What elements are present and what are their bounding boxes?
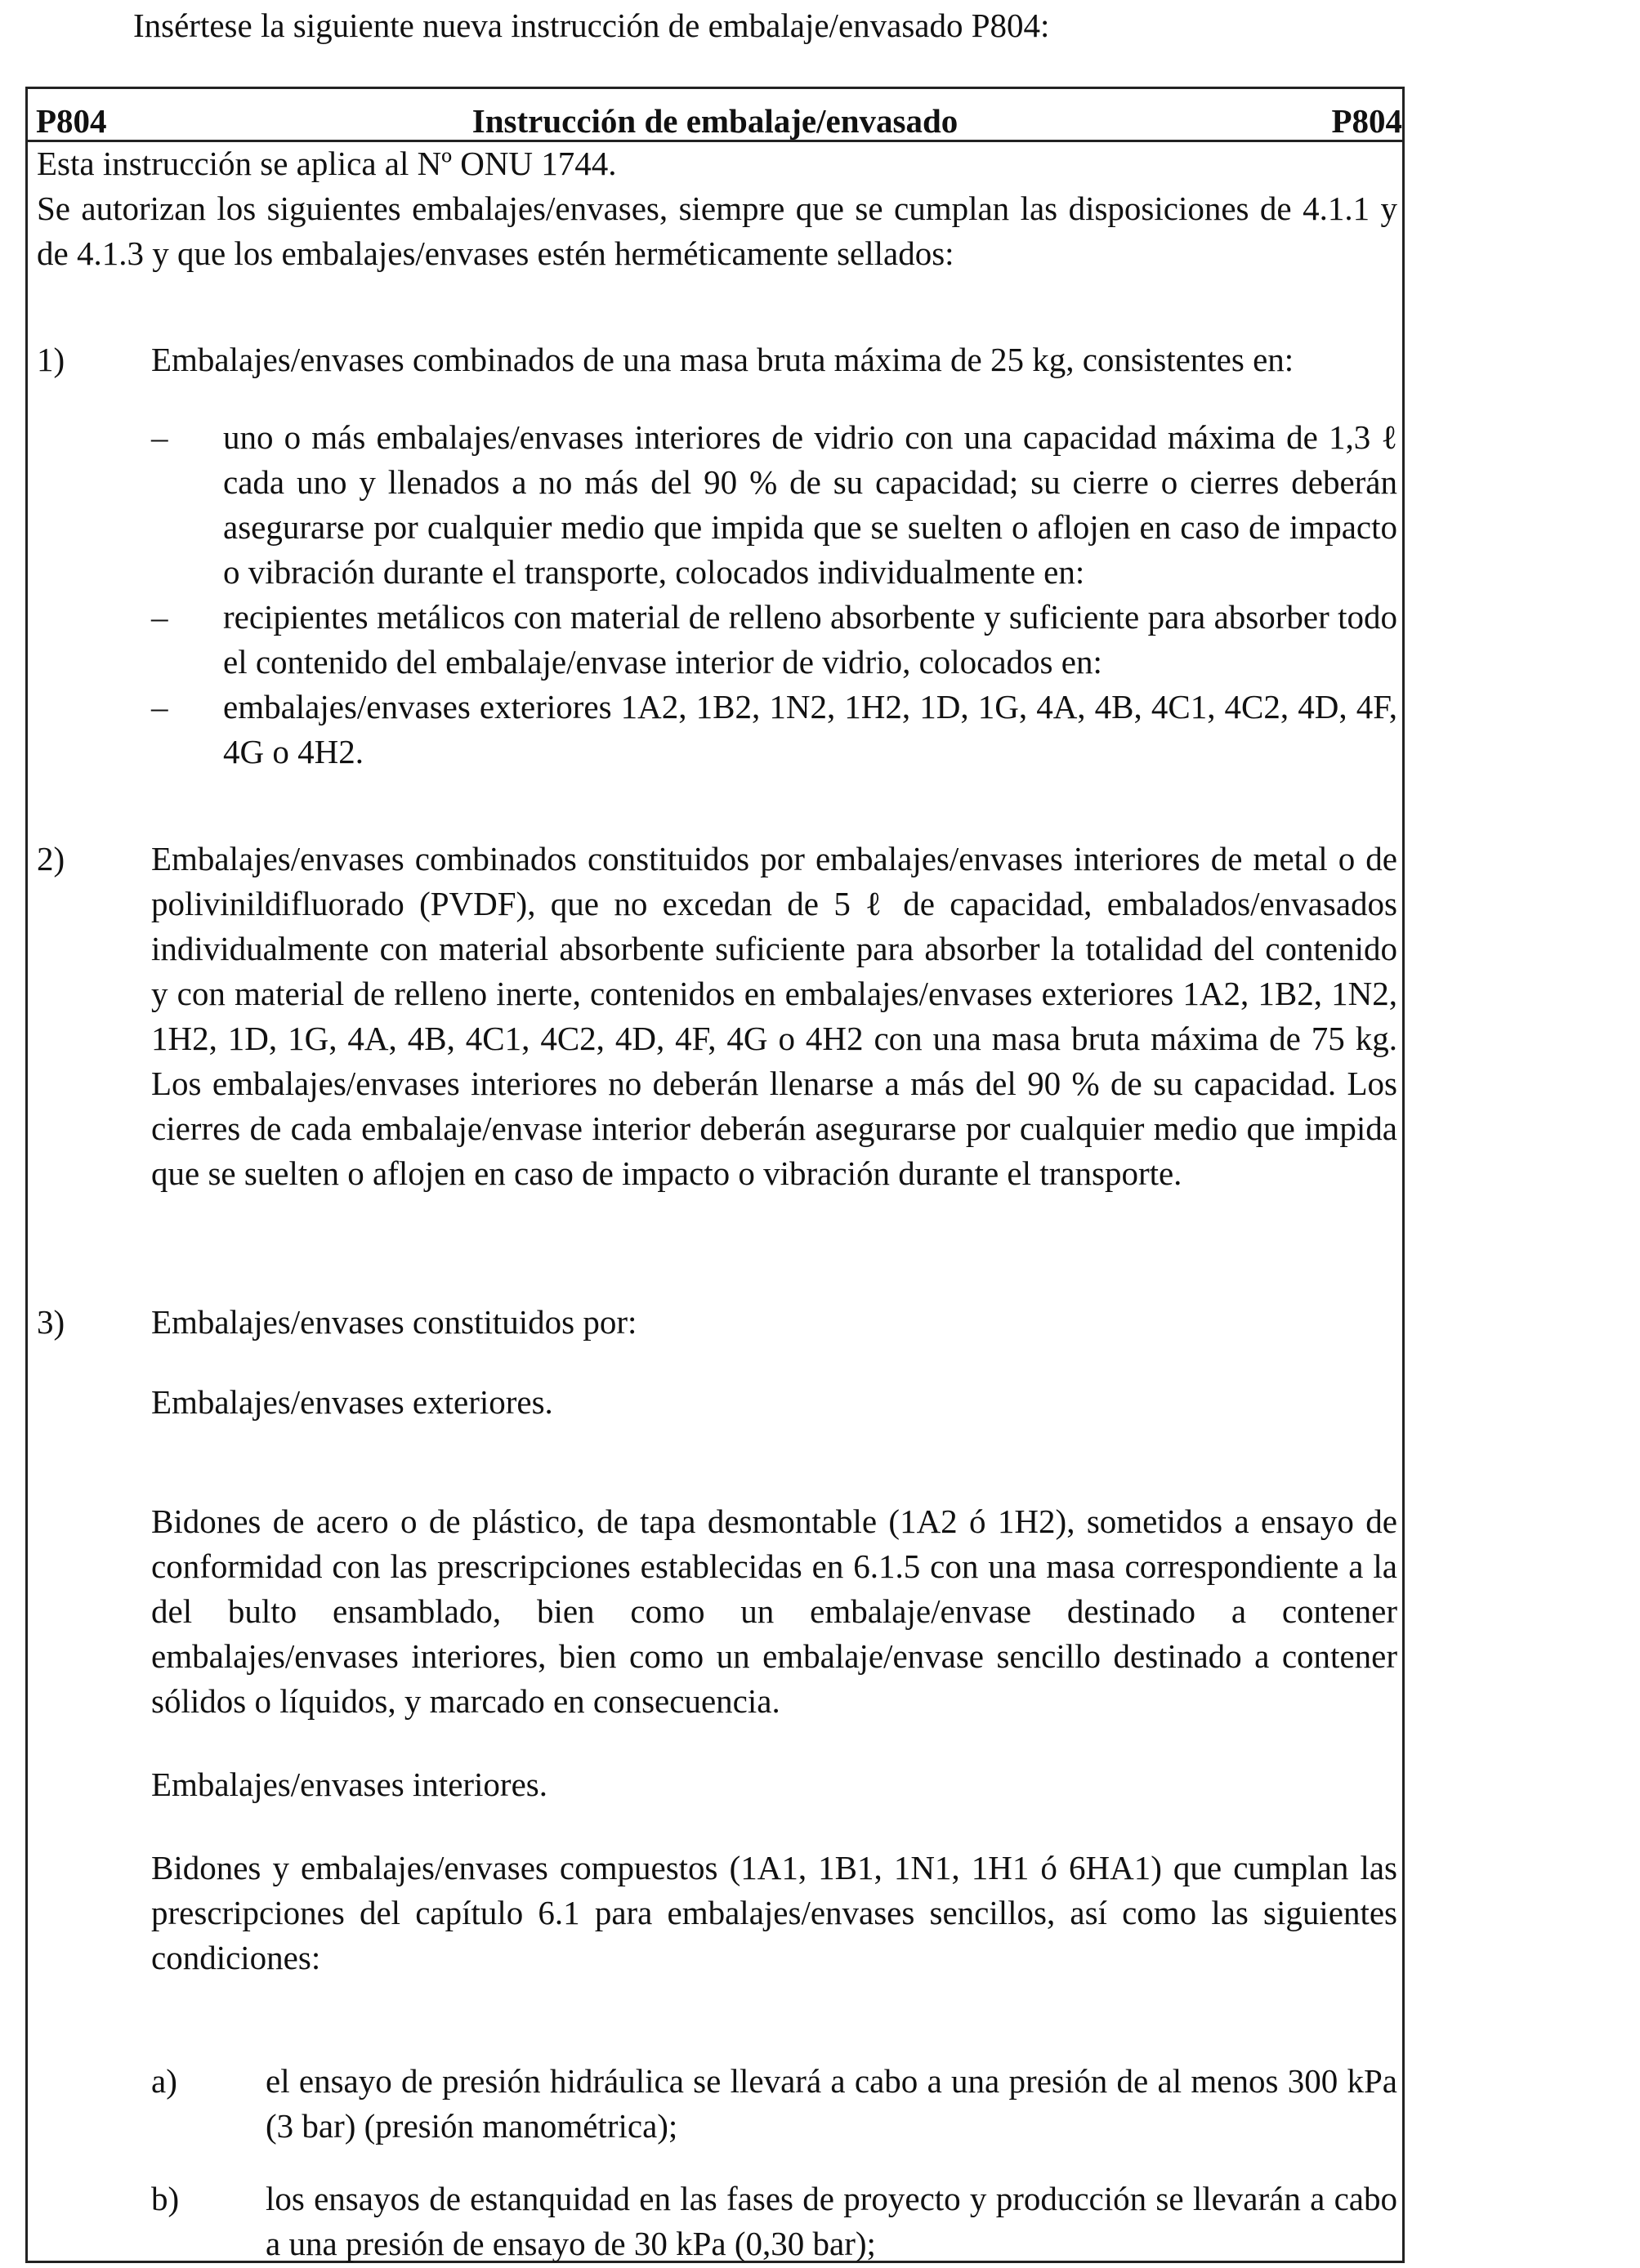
- scope-line-un-number: Esta instrucción se aplica al Nº ONU 1744.: [37, 145, 617, 182]
- outer-description-text: Bidones de acero o de plástico, de tapa desmontable (1A2 ó 1H2), sometidos a ensayo de conformidad con las prescripciones establecidas en 6.1.5 con una masa correspondiente a la del bulto ensamblado, bien como un embalaje/envase destinado a contener embalajes/envases interiores, bien como un embalaje/envase sencillo destinado a contener sólidos o líquidos, y marcado en consecuencia.: [151, 1502, 1397, 1720]
- scope-section: [37, 141, 1397, 276]
- condition-b: [151, 2176, 1397, 2266]
- dash-item-text: uno o más embalajes/envases interiores de vidrio con una capacidad máxima de 1,3 ℓ cada uno y llenados a no más del 90 % de su capacidad; su cierre o cierres deberán asegurarse por cualquier medio que impida que se suelten o aflojen en caso de impacto o vibración durante el transporte, colocados individualmente en:: [223, 418, 1397, 591]
- dash-item-text: recipientes metálicos con material de relleno absorbente y suficiente para absorber todo el contenido del embalaje/envase interior de vidrio, colocados en:: [223, 598, 1397, 681]
- condition-a-letter: a): [151, 2062, 177, 2100]
- dash-item-glass-inner: [151, 415, 1397, 595]
- item-1-text: Embalajes/envases combinados de una masa bruta máxima de 25 kg, consistentes en:: [151, 341, 1294, 378]
- item-2-number: 2): [37, 840, 65, 877]
- condition-b-letter: b): [151, 2180, 180, 2217]
- dash-marker: –: [151, 598, 168, 636]
- scope-line-authorization: Se autorizan los siguientes embalajes/envases, siempre que se cumplan las disposiciones de 4.1.1 y de 4.1.3 y que los embalajes/envases estén herméticamente sellados:: [37, 190, 1397, 272]
- dash-marker: –: [151, 688, 168, 725]
- inner-packagings-heading: [151, 1762, 1397, 1807]
- dash-item-outer-packagings: [151, 685, 1397, 775]
- packing-instruction-box: [25, 87, 1405, 2263]
- dash-marker: –: [151, 418, 168, 456]
- condition-a: [151, 2059, 1397, 2149]
- outer-packagings-heading: [151, 1380, 1397, 1425]
- inner-packagings-description: [151, 1846, 1397, 1980]
- item-3-number: 3): [37, 1303, 65, 1341]
- instruction-code-right: P804: [1331, 102, 1402, 140]
- item-3-text: Embalajes/envases constituidos por:: [151, 1303, 637, 1341]
- item-2: [37, 837, 1397, 1196]
- instruction-title: Instrucción de embalaje/envasado: [471, 102, 959, 140]
- condition-b-text: los ensayos de estanquidad en las fases de proyecto y producción se llevarán a cabo a una presión de ensayo de 30 kPa (0,30 bar);: [266, 2180, 1397, 2262]
- intro-text: Insértese la siguiente nueva instrucción de embalaje/envasado P804:: [133, 7, 1050, 44]
- item-3: [37, 1300, 1397, 1345]
- outer-heading-text: Embalajes/envases exteriores.: [151, 1383, 553, 1421]
- item-1: [37, 337, 1397, 775]
- inner-description-text: Bidones y embalajes/envases compuestos (1A1, 1B1, 1N1, 1H1 ó 6HA1) que cumplan las prescripciones del capítulo 6.1 para embalajes/envases sencillos, así como las siguientes condiciones:: [151, 1849, 1397, 1976]
- instruction-code-left: P804: [36, 102, 107, 140]
- dash-item-text: embalajes/envases exteriores 1A2, 1B2, 1N2, 1H2, 1D, 1G, 4A, 4B, 4C1, 4C2, 4D, 4F, 4G o 4H2.: [223, 688, 1397, 770]
- item-1-number: 1): [37, 341, 65, 378]
- dash-item-metal-receptacles: [151, 595, 1397, 685]
- condition-a-text: el ensayo de presión hidráulica se llevará a cabo a una presión de al menos 300 kPa (3 bar) (presión manométrica);: [266, 2062, 1397, 2145]
- item-1-dash-list: [151, 415, 1397, 775]
- inner-heading-text: Embalajes/envases interiores.: [151, 1766, 547, 1803]
- item-2-text: Embalajes/envases combinados constituidos por embalajes/envases interiores de metal o de polivinildifluorado (PVDF), que no excedan de 5 ℓ de capacidad, embalados/envasados individualmente con material absorbente suficiente para absorber la totalidad del contenido y con material de relleno inerte, contenidos en embalajes/envases exteriores 1A2, 1B2, 1N2, 1H2, 1D, 1G, 4A, 4B, 4C1, 4C2, 4D, 4F, 4G o 4H2 con una masa bruta máxima de 75 kg. Los embalajes/envases interiores no deberán llenarse a más del 90 % de su capacidad. Los cierres de cada embalaje/envase interior deberán asegurarse por cualquier medio que impida que se suelten o aflojen en caso de impacto o vibración durante el transporte.: [151, 840, 1397, 1192]
- outer-packagings-description: [151, 1499, 1397, 1724]
- instruction-header: [28, 99, 1402, 140]
